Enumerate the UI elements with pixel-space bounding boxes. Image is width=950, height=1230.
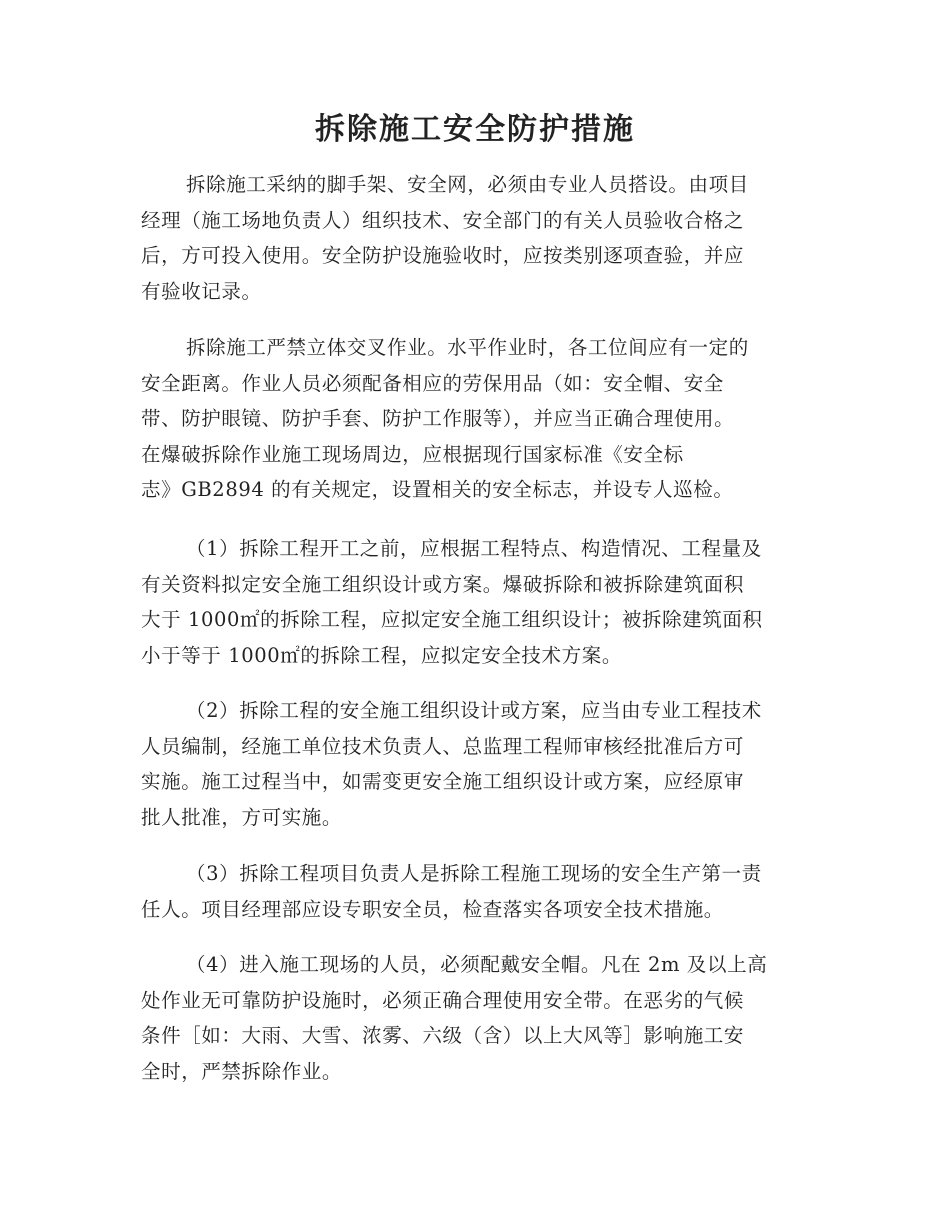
paragraph-scaffold-acceptance (141, 167, 806, 309)
paragraph-item-2 (141, 693, 806, 835)
document-title: 拆除施工安全防护措施 (315, 112, 635, 147)
paragraph-line: 志》GB2894 的有关规定，设置相关的安全标志，并设专人巡检。 (141, 478, 734, 502)
paragraph-line: 处作业无可靠防护设施时，必须正确合理使用安全带。在恶劣的气候 (141, 988, 745, 1012)
paragraph-line: 小于等于 1000㎡的拆除工程，应拟定安全技术方案。 (141, 643, 622, 667)
paragraph-line: （3）拆除工程项目负责人是拆除工程施工现场的安全生产第一责 (186, 862, 762, 885)
paragraph-line: （1）拆除工程开工之前，应根据工程特点、构造情况、工程量及 (186, 537, 762, 560)
paragraph-line: 经理（施工场地负责人）组织技术、安全部门的有关人员验收合格之 (141, 208, 745, 232)
paragraph-line: 拆除施工严禁立体交叉作业。水平作业时，各工位间应有一定的 (186, 336, 749, 359)
paragraph-line: 后，方可投入使用。安全防护设施验收时，应按类别逐项查验，并应 (141, 244, 745, 268)
paragraph-line: （2）拆除工程的安全施工组织设计或方案，应当由专业工程技术 (186, 699, 762, 722)
paragraph-line: 实施。施工过程当中，如需变更安全施工组织设计或方案，应经原审 (141, 770, 745, 794)
paragraph-line: 大于 1000㎡的拆除工程，应拟定安全施工组织设计；被拆除建筑面积 (141, 608, 763, 632)
paragraph-item-3 (141, 856, 806, 927)
paragraph-line: 任人。项目经理部应设专职安全员，检查落实各项安全技术措施。 (141, 897, 724, 921)
paragraph-cross-operation (141, 330, 806, 508)
paragraph-item-4 (141, 947, 806, 1089)
paragraph-line: 条件［如：大雨、大雪、浓雾、六级（含）以上大风等］影响施工安 (141, 1024, 745, 1048)
paragraph-line: 安全距离。作业人员必须配备相应的劳保用品（如：安全帽、安全 (141, 371, 724, 395)
paragraph-line: 在爆破拆除作业施工现场周边，应根据现行国家标准《安全标 (141, 442, 684, 466)
paragraph-line: 带、防护眼镜、防护手套、防护工作服等），并应当正确合理使用。 (141, 407, 735, 431)
paragraph-line: 有验收记录。 (141, 279, 262, 303)
paragraph-line: 全时，严禁拆除作业。 (141, 1059, 343, 1083)
paragraph-line: 有关资料拟定安全施工组织设计或方案。爆破拆除和被拆除建筑面积 (141, 572, 745, 596)
paragraph-line: 人员编制，经施工单位技术负责人、总监理工程师审核经批准后方可 (141, 734, 745, 758)
paragraph-item-1 (141, 531, 806, 673)
paragraph-line: 批人批准，方可实施。 (141, 805, 343, 829)
paragraph-line: （4）进入施工现场的人员，必须配戴安全帽。凡在 2m 及以上高 (186, 953, 768, 976)
paragraph-line: 拆除施工采纳的脚手架、安全网，必须由专业人员搭设。由项目 (186, 173, 749, 196)
